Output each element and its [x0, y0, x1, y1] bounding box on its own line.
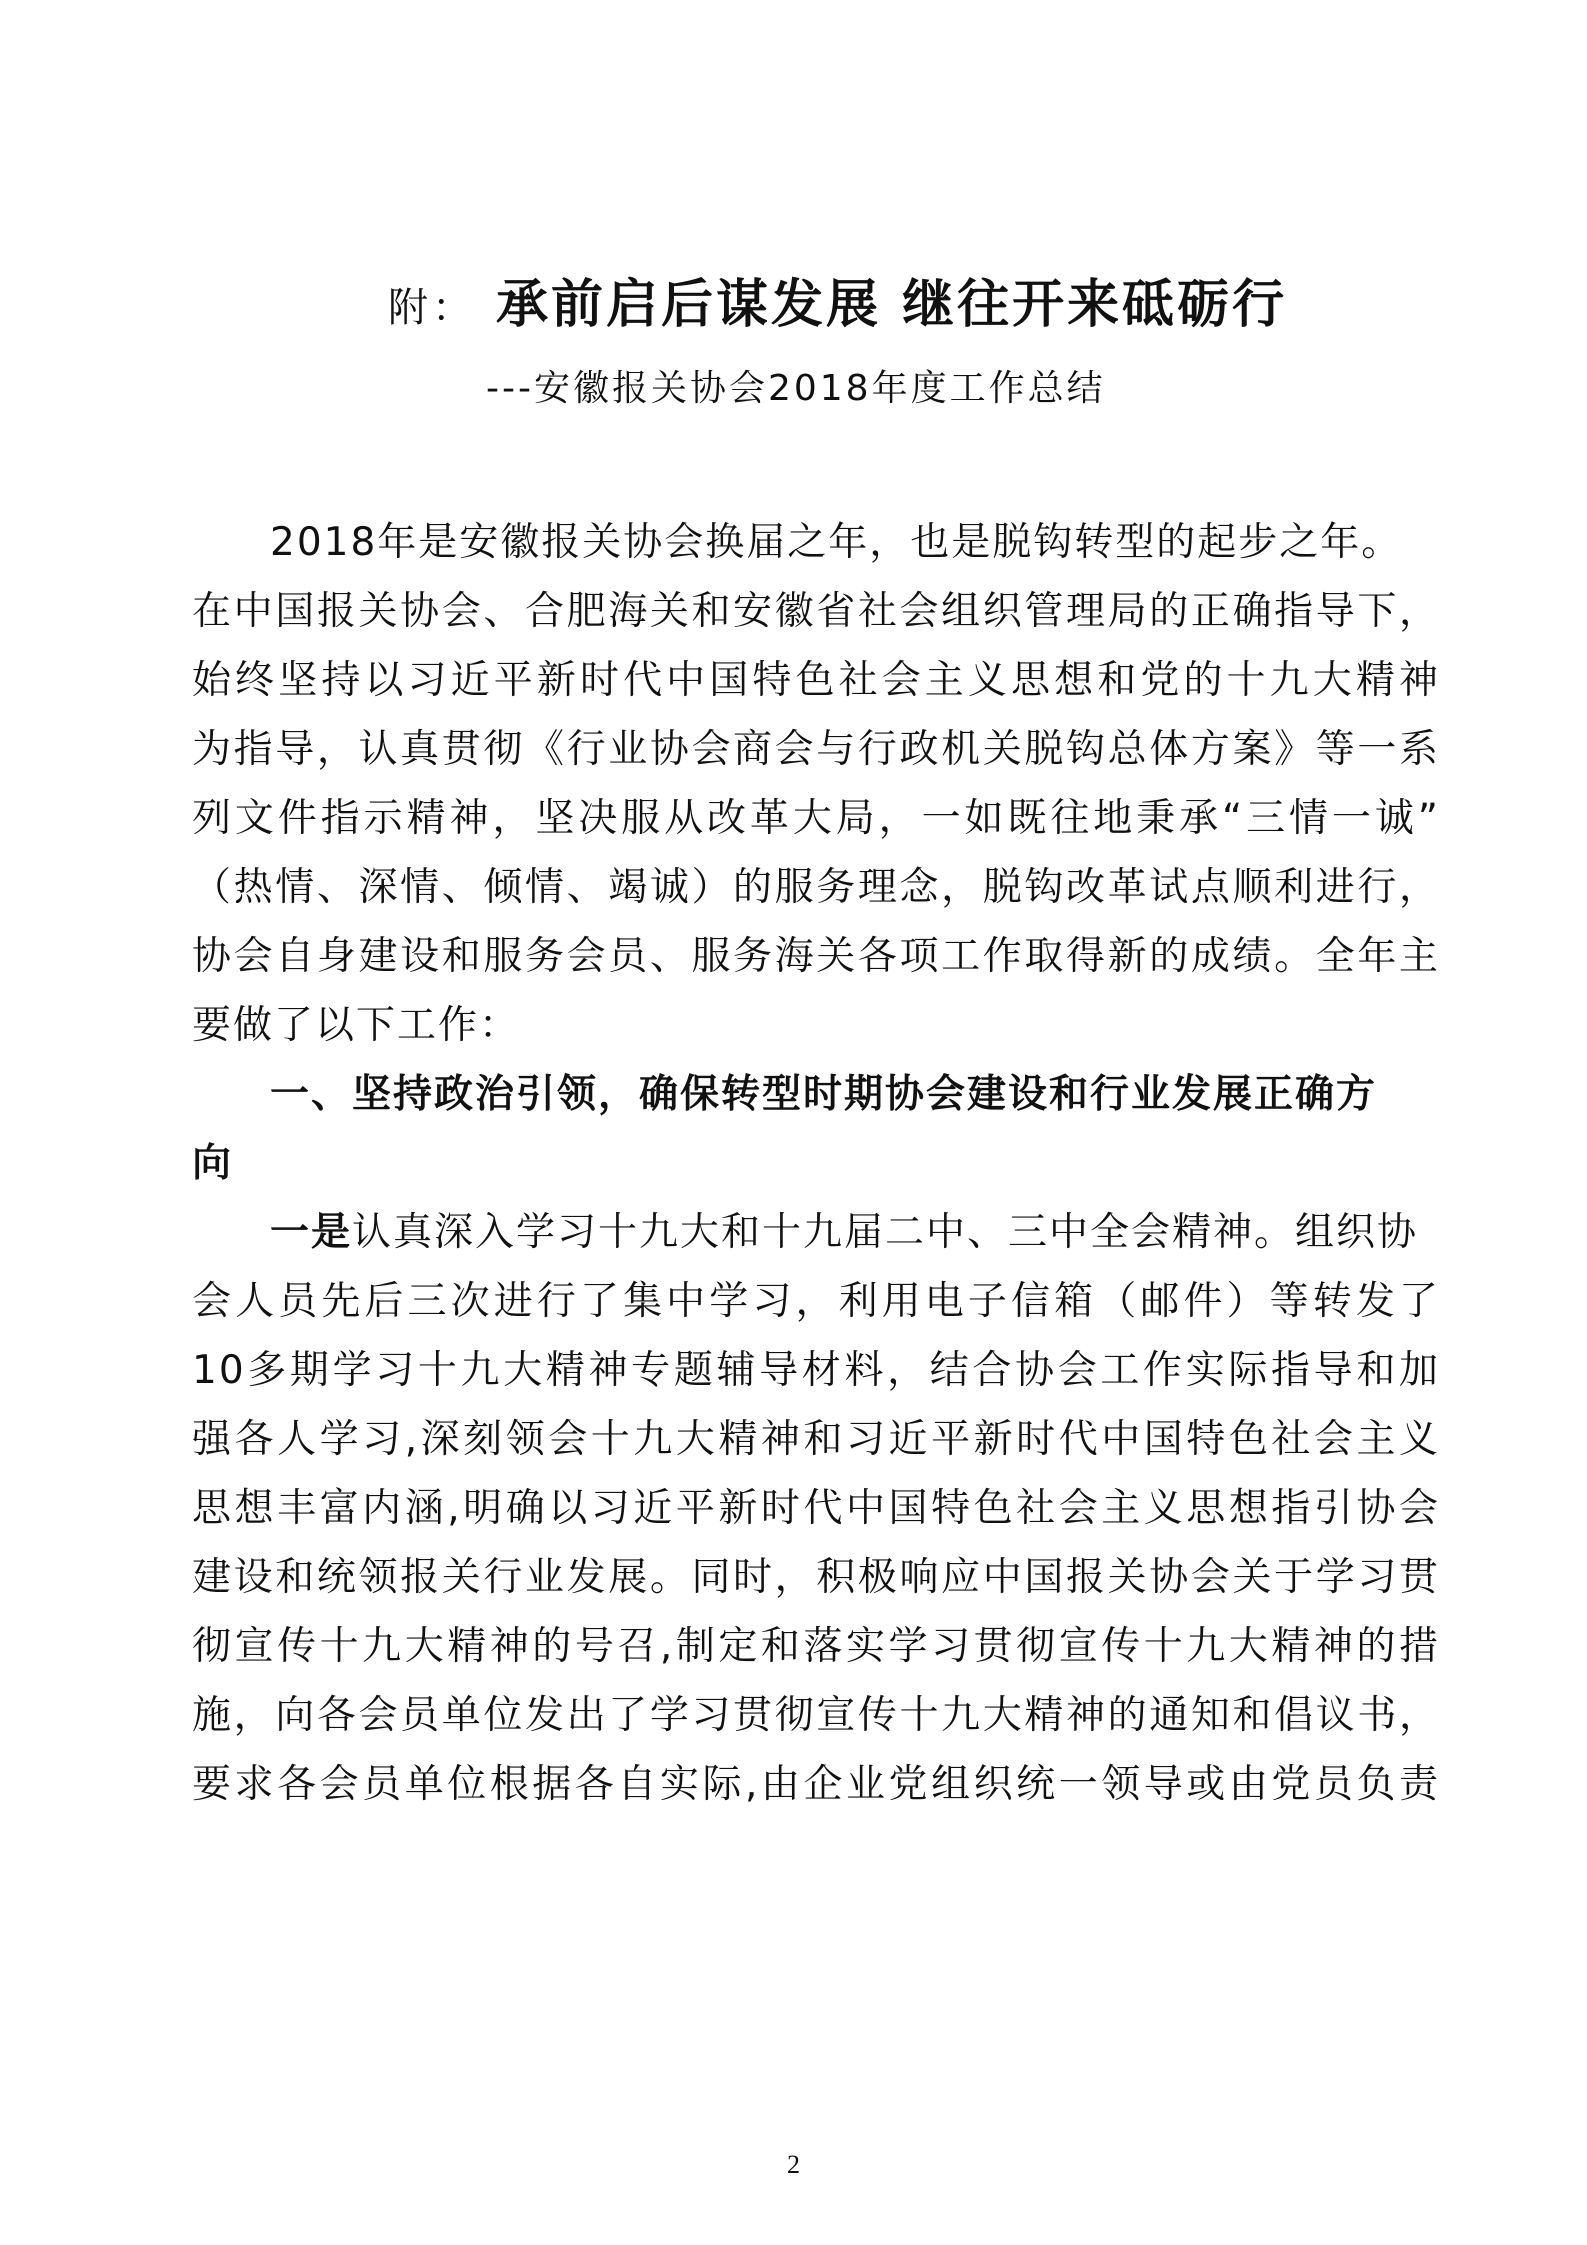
title-prefix: 附：: [388, 285, 476, 331]
lead-line-text: 认真深入学习十九大和十九届二中、三中全会精神。组织协: [352, 1210, 1419, 1255]
document-subtitle: ---安徽报关协会2018年度工作总结: [486, 368, 1106, 409]
paragraph-line: 建设和统领报关行业发展。同时，积极响应中国报关协会关于学习贯: [192, 1555, 1440, 1600]
paragraph-line: 强各人学习,深刻领会十九大精神和习近平新时代中国特色社会主义: [192, 1417, 1440, 1462]
paragraph-line: 列文件指示精神，坚决服从改革大局，一如既往地秉承“三情一诚”: [192, 796, 1440, 841]
paragraph-line: 始终坚持以习近平新时代中国特色社会主义思想和党的十九大精神: [192, 658, 1440, 703]
document-title: 承前启后谋发展 继往开来砥砺行: [496, 274, 1288, 335]
paragraph-line: 协会自身建设和服务会员、服务海关各项工作取得新的成绩。全年主: [192, 934, 1440, 979]
title-row: [0, 262, 1587, 342]
paragraph-line: 10多期学习十九大精神专题辅导材料，结合协会工作实际指导和加: [192, 1348, 1440, 1393]
section-heading-continued: 向: [192, 1141, 234, 1186]
page-number: 2: [787, 2150, 800, 2179]
paragraph-line: 2018年是安徽报关协会换届之年，也是脱钩转型的起步之年。: [270, 520, 1403, 565]
paragraph-line: 思想丰富内涵,明确以习近平新时代中国特色社会主义思想指引协会: [192, 1486, 1440, 1531]
lead-phrase: 一是: [270, 1210, 353, 1255]
paragraph-line: 要做了以下工作：: [192, 1003, 521, 1048]
paragraph-line-lead: [192, 1198, 1440, 1267]
paragraph-line: 施，向各会员单位发出了学习贯彻宣传十九大精神的通知和倡议书，: [192, 1693, 1440, 1738]
paragraph-line: 彻宣传十九大精神的号召,制定和落实学习贯彻宣传十九大精神的措: [192, 1624, 1440, 1669]
paragraph-line: 为指导，认真贯彻《行业协会商会与行政机关脱钩总体方案》等一系: [192, 727, 1440, 772]
paragraph-line: 会人员先后三次进行了集中学习，利用电子信箱（邮件）等转发了: [192, 1279, 1440, 1324]
paragraph-line: 在中国报关协会、合肥海关和安徽省社会组织管理局的正确指导下，: [192, 589, 1440, 634]
body-text: [192, 508, 1440, 1819]
paragraph-line: 要求各会员单位根据各自实际,由企业党组织统一领导或由党员负责: [192, 1762, 1440, 1807]
paragraph-line: （热情、深情、倾情、竭诚）的服务理念，脱钩改革试点顺利进行，: [192, 865, 1440, 910]
section-heading: 一、坚持政治引领，确保转型时期协会建设和行业发展正确方: [270, 1072, 1378, 1117]
